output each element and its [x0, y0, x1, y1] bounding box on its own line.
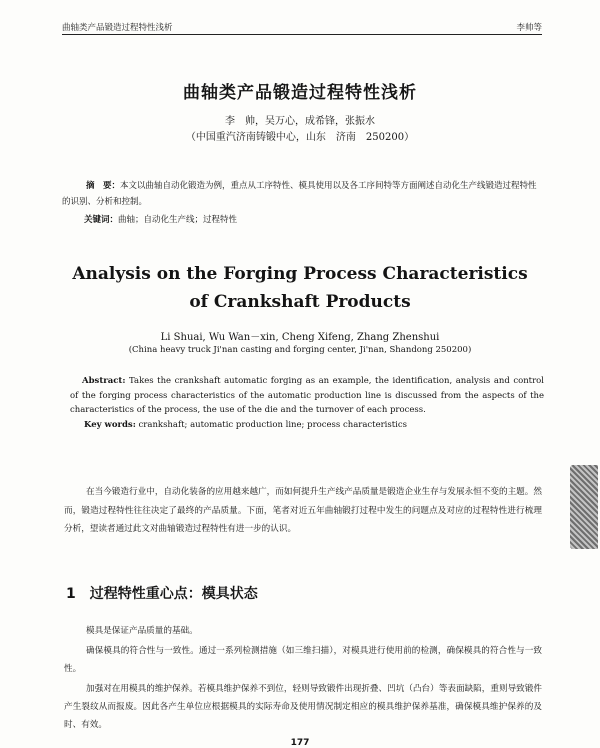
header-authors: 李帅等	[516, 23, 542, 33]
cn-keywords-label: 关键词：	[84, 215, 119, 225]
en-title-line1: Analysis on the Forging Process Characteristics	[72, 264, 528, 284]
en-authors: Li Shuai, Wu Wan－xin, Cheng Xifeng, Zhang Zhenshui	[160, 332, 440, 343]
cn-affiliation: （中国重汽济南铸锻中心，山东 济南 250200）	[185, 132, 415, 143]
cn-abstract-label: 摘 要：	[86, 181, 121, 191]
section-number: 1	[66, 586, 76, 602]
running-header	[62, 20, 542, 35]
en-abstract	[70, 374, 544, 418]
en-keywords	[84, 420, 544, 430]
en-affiliation: (China heavy truck Ji'nan casting and forging center, Ji'nan, Shandong 250200)	[128, 345, 472, 355]
cn-keywords	[84, 213, 544, 225]
body-paragraph: 确保模具的符合性与一致性。通过一系列检测措施（如三维扫描），对模具进行使用前的检测，确保模具的符合性与一致性。	[64, 646, 542, 674]
cn-abstract-text: 本文以曲轴自动化锻造为例，重点从工序特性、模具使用以及各工序间特等方面阐述自动化生产线锻造过程特性的识别、分析和控制。	[62, 181, 537, 207]
header-title: 曲轴类产品锻造过程特性浅析	[62, 23, 173, 33]
section-heading	[66, 583, 258, 603]
en-title	[0, 260, 600, 316]
en-abstract-label: Abstract:	[82, 376, 126, 386]
body-paragraph: 加强对在用模具的维护保养。若模具维护保养不到位，轻则导致锻件出现折叠、凹坑（凸台）等表面缺陷，重则导致锻件产生裂纹从而报废。因此各产生单位应根据模具的实际寿命及使用情况制定相应的模具维护保养基准，确保模具维护保养的及时、有效。	[64, 684, 542, 730]
en-keywords-label: Key words:	[84, 420, 136, 430]
scan-margin-artifact	[570, 465, 598, 549]
cn-title: 曲轴类产品锻造过程特性浅析	[183, 83, 417, 103]
en-abstract-text: Takes the crankshaft automatic forging as an example, the identification, analysis and control of the forging process characteristics of the automatic production line is discussed from the aspects of the characteristics of the process, the use of the die and the turnover of each process.	[70, 376, 544, 415]
section-title: 过程特性重心点：模具状态	[89, 586, 258, 602]
cn-authors: 李 帅，吴万心，成希锋，张振水	[225, 116, 375, 127]
body-paragraph: 模具是保证产品质量的基础。	[86, 626, 198, 636]
intro-paragraph: 在当今锻造行业中，自动化装备的应用越来越广，而如何提升生产线产品质量是锻造企业生存与发展永恒不变的主题。然而，锻造过程特性往往决定了最终的产品质量。下面，笔者对近五年曲轴锻打过程中发生的问题点及对应的过程特性进行梳理分析，望读者通过此文对曲轴锻造过程特性有进一步的认识。	[64, 487, 542, 534]
page-number: 177	[290, 738, 310, 748]
en-title-line2: of Crankshaft Products	[189, 292, 411, 312]
cn-abstract	[62, 178, 542, 210]
en-keywords-text: crankshaft; automatic production line; process characteristics	[138, 420, 408, 430]
cn-keywords-text: 曲轴；自动化生产线；过程特性	[118, 215, 238, 225]
